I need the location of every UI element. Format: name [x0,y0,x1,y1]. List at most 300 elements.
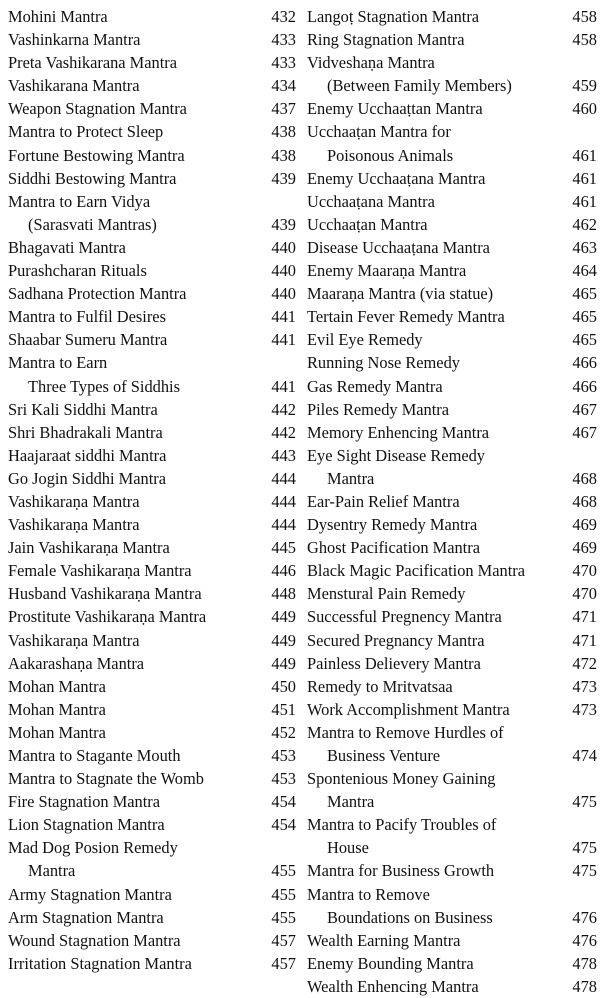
toc-entry-title-line: Ucchaaṭan Mantra for [307,122,451,142]
toc-entry-title-line: Maaraṇa Mantra (via statue) [307,284,494,304]
toc-entry-title [8,190,262,236]
toc-entry-page-number: 468 [572,468,597,488]
toc-entry-title [8,167,262,190]
toc-entry-title-line: Mantra [28,861,76,881]
toc-entry-page-number: 441 [271,330,296,350]
toc-entry-page-number: 449 [271,630,296,650]
toc-entry-title [307,883,563,929]
toc-entry [8,259,296,282]
toc-entry-page-number: 460 [572,99,597,119]
toc-entry-title [8,652,262,675]
toc-entry [307,213,597,236]
toc-entry-page-number: 475 [572,861,597,881]
toc-entry [307,5,597,28]
toc-entry-page-number: 464 [572,261,597,281]
toc-entry-page-number: 467 [572,422,597,442]
toc-entry-page-number: 466 [572,376,597,396]
toc-entry [8,120,296,143]
toc-entry-title [8,236,262,259]
toc-entry-page-number: 448 [271,584,296,604]
toc-entry-page-number: 466 [572,353,597,373]
toc-entry-title [8,490,262,513]
toc-entry-title-line: Disease Ucchaaṭana Mantra [307,237,490,257]
toc-entry [307,51,597,97]
toc-entry-title-line: Wealth Earning Mantra [307,930,461,950]
toc-entry-page-number: 439 [271,214,296,234]
toc-entry-title [8,675,262,698]
toc-entry-page-number: 457 [271,930,296,950]
toc-entry [8,190,296,236]
toc-entry-title [8,282,262,305]
toc-entry-title [307,190,563,213]
toc-entry-page-number: 467 [572,399,597,419]
toc-entry [8,282,296,305]
toc-entry-title [307,213,563,236]
toc-entry-title [307,398,563,421]
toc-entry-title-line: Go Jogin Siddhi Mantra [8,468,166,488]
toc-entry-title [8,305,262,328]
toc-entry-title [8,467,262,490]
toc-entry-title-line: Gas Remedy Mantra [307,376,443,396]
toc-entry-title-line: Lion Stagnation Mantra [8,815,165,835]
toc-entry-title-line: Mantra to Remove [307,884,430,904]
toc-entry-title [307,305,563,328]
toc-entry-page-number: 461 [572,145,597,165]
toc-entry-title [8,351,262,397]
toc-entry [8,605,296,628]
toc-entry-page-number: 442 [271,399,296,419]
toc-entry-title-line: Work Accomplishment Mantra [307,699,510,719]
toc-entry-page-number: 433 [271,30,296,50]
toc-entry-title-line: Army Stagnation Mantra [8,884,172,904]
toc-entry-title-line: Mantra to Earn [8,353,108,373]
toc-entry-title [307,975,563,998]
toc-entry-title-line: Black Magic Pacification Mantra [307,561,526,581]
toc-entry-title-line: Shaabar Sumeru Mantra [8,330,168,350]
toc-entry [307,975,597,998]
toc-entry-page-number: 437 [271,99,296,119]
toc-entry-title-line: Haajaraat siddhi Mantra [8,445,167,465]
toc-entry [307,490,597,513]
toc-entry [307,305,597,328]
toc-entry-title [8,421,262,444]
toc-entry [8,5,296,28]
toc-entry-title [307,813,563,859]
toc-entry [8,744,296,767]
toc-entry-page-number: 471 [572,630,597,650]
toc-entry [8,74,296,97]
toc-entry [8,398,296,421]
toc-entry-page-number: 475 [572,792,597,812]
toc-entry-title [307,721,563,767]
toc-entry [307,328,597,351]
toc-entry-page-number: 478 [572,976,597,996]
toc-entry [307,721,597,767]
toc-entry-title-line: Shri Bhadrakali Mantra [8,422,163,442]
toc-entry-page-number: 449 [271,607,296,627]
toc-entry [307,444,597,490]
toc-entry-title-line: Purashcharan Rituals [8,261,147,281]
toc-entry-page-number: 455 [271,907,296,927]
toc-entry [307,559,597,582]
toc-entry-title-line: Mantra to Earn Vidya [8,191,151,211]
toc-entry-title [8,444,262,467]
toc-entry-title [307,767,563,813]
toc-entry [307,582,597,605]
toc-entry-title-line: Ucchaaṭana Mantra [307,191,435,211]
toc-entry [307,28,597,51]
toc-entry-title [307,952,563,975]
toc-entry-title [307,167,563,190]
toc-entry-title-line: Mantra [327,468,375,488]
toc-entry-title [307,929,563,952]
toc-entry-page-number: 442 [271,422,296,442]
toc-entry-title-line: Arm Stagnation Mantra [8,907,164,927]
toc-entry-title [307,490,563,513]
toc-entry [307,952,597,975]
toc-entry-title [307,698,563,721]
toc-entry-page-number: 452 [271,722,296,742]
toc-entry [307,282,597,305]
toc-entry-title [8,698,262,721]
toc-entry-page-number: 451 [271,699,296,719]
toc-entry-title-line: Weapon Stagnation Mantra [8,99,187,119]
toc-entry-page-number: 441 [271,376,296,396]
toc-entry-page-number: 453 [271,746,296,765]
toc-entry [8,790,296,813]
toc-entry-title [8,513,262,536]
toc-entry-title [8,536,262,559]
toc-entry [8,421,296,444]
toc-entry-title [8,744,262,767]
toc-entry [8,906,296,929]
toc-entry-page-number: 469 [572,538,597,558]
toc-entry-title-line: Ear-Pain Relief Mantra [307,491,460,511]
toc-entry-title-line: Wealth Enhencing Mantra [307,976,479,996]
toc-entry [307,167,597,190]
toc-entry-title-line: Successful Pregnency Mantra [307,607,502,627]
toc-entry-title-line: Eye Sight Disease Remedy [307,445,485,465]
toc-entry-title-line: Dysentry Remedy Mantra [307,515,478,535]
toc-entry-title-line: Enemy Ucchaaṭana Mantra [307,168,486,188]
toc-entry-title-line: Fortune Bestowing Mantra [8,145,185,165]
toc-entry-page-number: 446 [271,561,296,581]
toc-entry-title-line: Sri Kali Siddhi Mantra [8,399,158,419]
toc-entry-page-number: 433 [271,53,296,73]
toc-entry-title [307,582,563,605]
toc-entry-title-line: Ucchaaṭan Mantra [307,214,428,234]
toc-entry-title [8,767,262,790]
toc-entry [307,629,597,652]
toc-entry-title-line: Vashikaraṇa Mantra [8,491,140,511]
toc-entry [8,629,296,652]
toc-entry [8,883,296,906]
toc-entry-title-line: Mantra to Pacify Troubles of [307,815,497,835]
toc-entry-title-line: Enemy Maaraṇa Mantra [307,261,467,281]
toc-entry-title [307,97,563,120]
toc-entry [307,421,597,444]
toc-entry-title-line: Mad Dog Posion Remedy [8,838,178,858]
toc-entry-title-line: Jain Vashikaraṇa Mantra [8,538,170,558]
toc-entry-title [307,28,563,51]
toc-entry-title-line: Ghost Pacification Mantra [307,538,480,558]
toc-entry [307,259,597,282]
toc-entry [307,675,597,698]
toc-entry-title-line: Secured Pregnancy Mantra [307,630,485,650]
toc-entry-title-line: Enemy Ucchaaṭtan Mantra [307,99,483,119]
toc-entry-page-number: 457 [271,953,296,973]
toc-entry-page-number: 455 [271,861,296,881]
toc-entry-page-number: 476 [572,930,597,950]
toc-entry-title [307,236,563,259]
toc-entry-title [307,444,563,490]
toc-entry-title [307,559,563,582]
toc-entry-page-number: 443 [271,445,296,465]
toc-entry-title-line: Prostitute Vashikaraṇa Mantra [8,607,207,627]
toc-entry-title [307,328,563,351]
toc-entry-title [307,859,563,882]
toc-entry [8,582,296,605]
toc-entry-title [8,629,262,652]
toc-entry-title-line: Wound Stagnation Mantra [8,930,181,950]
toc-entry-title-line: Langoṭ Stagnation Mantra [307,7,480,26]
toc-entry-title [307,259,563,282]
toc-entry [8,952,296,975]
toc-entry-page-number: 459 [572,76,597,96]
toc-entry-page-number: 474 [572,746,597,765]
toc-entry [307,929,597,952]
toc-entry-title [307,5,563,28]
toc-entry-title [8,97,262,120]
toc-entry [8,698,296,721]
toc-entry-title-line: Aakarashaṇa Mantra [8,653,145,673]
toc-entry-title-line: Mohan Mantra [8,722,106,742]
toc-entry-title [307,536,563,559]
toc-entry [8,675,296,698]
toc-entry-title-line: Business Venture [327,746,441,765]
toc-entry [8,97,296,120]
toc-entry-title-line: Mantra to Fulfil Desires [8,307,166,327]
toc-entry-title-line: Mantra to Stagante Mouth [8,746,181,765]
toc-entry-title [8,582,262,605]
toc-entry-title [8,328,262,351]
toc-entry [8,28,296,51]
toc-entry [307,652,597,675]
toc-entry-title-line: Tertain Fever Remedy Mantra [307,307,505,327]
toc-entry-title [8,952,262,975]
toc-entry-title [8,120,262,143]
toc-entry [307,698,597,721]
toc-entry-title [8,144,262,167]
toc-entry-page-number: 454 [271,792,296,812]
toc-entry-title [307,120,563,166]
toc-entry [8,167,296,190]
toc-entry [8,836,296,882]
toc-entry-title-line: Mantra for Business Growth [307,861,495,881]
toc-entry [307,605,597,628]
toc-entry-page-number: 439 [271,168,296,188]
toc-entry-page-number: 453 [271,769,296,789]
toc-entry-page-number: 461 [572,168,597,188]
toc-entry-title [307,675,563,698]
toc-entry-title-line: Evil Eye Remedy [307,330,423,350]
toc-entry-title [8,883,262,906]
toc-entry-title [307,605,563,628]
toc-entry-title-line: Vidveshaṇa Mantra [307,53,435,73]
toc-entry-page-number: 470 [572,584,597,604]
toc-entry-page-number: 470 [572,561,597,581]
toc-entry-title-line: Female Vashikaraṇa Mantra [8,561,192,581]
toc-entry-title [8,605,262,628]
toc-entry-title [307,375,563,398]
toc-entry-page-number: 434 [271,76,296,96]
toc-entry-title-line: (Between Family Members) [327,76,512,96]
toc-entry-page-number: 469 [572,515,597,535]
toc-entry-page-number: 465 [572,307,597,327]
toc-entry-title [307,629,563,652]
toc-entry-page-number: 465 [572,284,597,304]
toc-entry-title [8,559,262,582]
toc-entry-title-line: Vashikaraṇa Mantra [8,515,140,535]
toc-entry-title-line: Irritation Stagnation Mantra [8,953,192,973]
toc-entry-page-number: 462 [572,214,597,234]
toc-entry [8,652,296,675]
toc-entry-title-line: Sadhana Protection Mantra [8,284,187,304]
toc-entry-title-line: Poisonous Animals [327,145,454,165]
toc-entry [8,236,296,259]
toc-entry-title-line: Mohan Mantra [8,699,106,719]
toc-entry-page-number: 478 [572,953,597,973]
toc-entry-title [8,74,262,97]
toc-entry [8,559,296,582]
toc-entry-title [307,513,563,536]
toc-entry-title-line: Ring Stagnation Mantra [307,30,465,50]
toc-entry-page-number: 472 [572,653,597,673]
toc-entry-title-line: Running Nose Remedy [307,353,460,373]
toc-entry-title [307,652,563,675]
toc-entry [8,51,296,74]
toc-entry [8,490,296,513]
toc-entry-page-number: 440 [271,237,296,257]
toc-entry-title-line: Vashinkarna Mantra [8,30,141,50]
toc-entry-title-line: Menstural Pain Remedy [307,584,466,604]
toc-entry-page-number: 473 [572,699,597,719]
toc-entry-title [8,836,262,882]
toc-entry-title [8,813,262,836]
toc-entry [307,859,597,882]
toc-entry [8,328,296,351]
toc-entry-title-line: Vashikaraṇa Mantra [8,630,140,650]
toc-entry-title [8,929,262,952]
toc-entry-title-line: Spontenious Money Gaining [307,769,496,789]
toc-left-column [8,5,296,975]
toc-entry [8,721,296,744]
toc-entry [8,767,296,790]
toc-entry-page-number: 438 [271,145,296,165]
toc-entry-title [8,51,262,74]
toc-entry-page-number: 475 [572,838,597,858]
toc-entry-title-line: Piles Remedy Mantra [307,399,450,419]
toc-entry [307,883,597,929]
toc-entry-title-line: Painless Delievery Mantra [307,653,481,673]
toc-entry [8,513,296,536]
toc-entry [307,536,597,559]
toc-right-column [307,5,597,998]
toc-entry-page-number: 461 [572,191,597,211]
toc-entry-title-line: House [327,838,369,858]
toc-entry-title-line: Bhagavati Mantra [8,237,126,257]
toc-entry-title [8,721,262,744]
toc-entry-title [8,28,262,51]
toc-entry [8,467,296,490]
toc-entry-title-line: Mantra to Stagnate the Womb [8,769,204,789]
toc-entry-title-line: Husband Vashikaraṇa Mantra [8,584,202,604]
toc-entry-title-line: Boundations on Business [327,907,493,927]
toc-entry [307,767,597,813]
toc-entry [8,813,296,836]
toc-entry-title-line: Three Types of Siddhis [28,376,180,396]
toc-entry [8,144,296,167]
toc-entry-page-number: 444 [271,491,296,511]
toc-entry-page-number: 476 [572,907,597,927]
toc-entry-title-line: (Sarasvati Mantras) [28,214,157,234]
toc-entry-title-line: Fire Stagnation Mantra [8,792,161,812]
toc-entry-page-number: 440 [271,261,296,281]
toc-entry-title-line: Preta Vashikarana Mantra [8,53,178,73]
toc-entry-title [8,259,262,282]
toc-entry-page-number: 450 [271,676,296,696]
toc-entry-page-number: 445 [271,538,296,558]
toc-entry-title-line: Mantra to Protect Sleep [8,122,164,142]
toc-entry [307,398,597,421]
toc-entry [307,97,597,120]
toc-entry [307,120,597,166]
toc-entry-page-number: 438 [271,122,296,142]
toc-entry [8,536,296,559]
toc-entry-title-line: Mantra to Remove Hurdles of [307,722,504,742]
toc-entry-title [307,421,563,444]
toc-entry-title-line: Memory Enhencing Mantra [307,422,490,442]
toc-entry-page-number: 458 [572,7,597,26]
toc-entry-title [8,790,262,813]
toc-entry [307,236,597,259]
toc-entry-page-number: 471 [572,607,597,627]
toc-entry-title [8,906,262,929]
toc-entry-title-line: Enemy Bounding Mantra [307,953,474,973]
toc-entry-page-number: 473 [572,676,597,696]
toc-entry-page-number: 440 [271,284,296,304]
toc-entry-page-number: 468 [572,491,597,511]
toc-entry-title-line: Mantra [327,792,375,812]
toc-entry-page-number: 444 [271,515,296,535]
toc-entry [307,513,597,536]
toc-entry [8,929,296,952]
toc-entry-title-line: Siddhi Bestowing Mantra [8,168,177,188]
toc-entry-title-line: Vashikarana Mantra [8,76,140,96]
toc-entry-page-number: 455 [271,884,296,904]
toc-entry-page-number: 441 [271,307,296,327]
toc-entry-page-number: 458 [572,30,597,50]
toc-entry-page-number: 444 [271,468,296,488]
toc-entry [307,351,597,374]
toc-entry-page-number: 463 [572,237,597,257]
toc-entry-page-number: 454 [271,815,296,835]
toc-entry-title [307,51,563,97]
toc-entry [307,375,597,398]
toc-entry-page-number: 432 [271,7,296,26]
toc-entry-title [8,398,262,421]
toc-entry [8,444,296,467]
